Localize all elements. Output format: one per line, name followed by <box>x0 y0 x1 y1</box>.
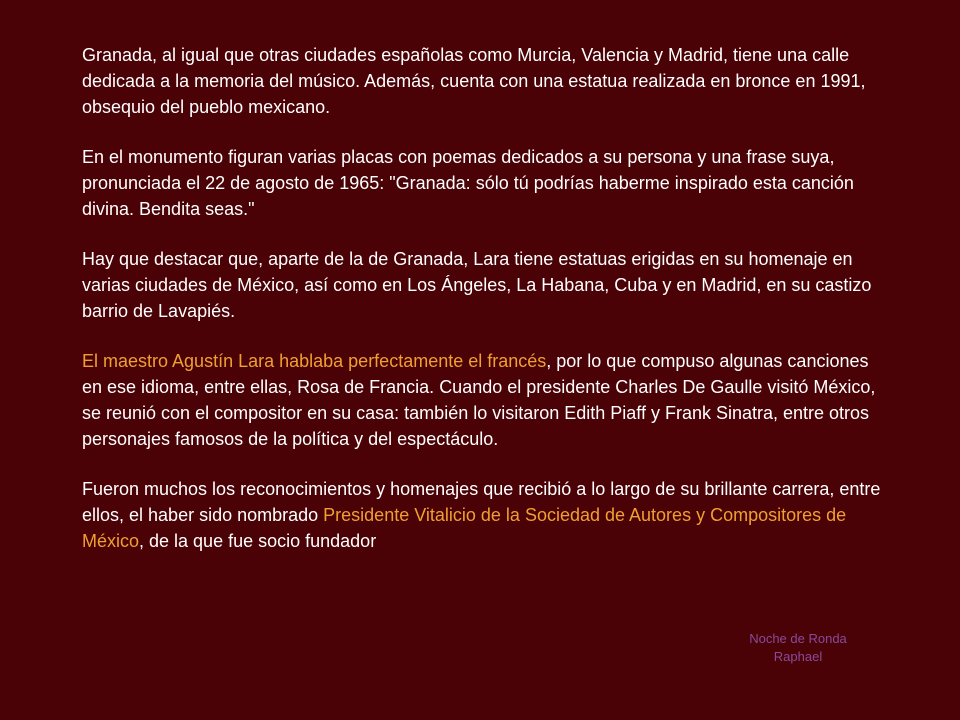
highlight-link-president[interactable]: Presidente Vitalicio de la Sociedad de Autores y Compositores de México <box>82 505 847 551</box>
paragraph-text: Hay que destacar que, aparte de la de Granada, Lara tiene estatuas erigidas en su homenaje en varias ciudades de México, así como en Los Ángeles, La Habana, Cuba y en Madrid, en su castizo barrio de Lavapiés. <box>82 249 872 321</box>
credit-song: Noche de Ronda <box>749 631 847 646</box>
body-text <box>82 42 882 578</box>
paragraph-recognitions <box>82 476 882 554</box>
paragraph-monument <box>82 144 882 222</box>
paragraph-statues <box>82 246 882 324</box>
paragraph-french <box>82 348 882 452</box>
music-credit <box>730 630 866 666</box>
credit-artist: Raphael <box>773 649 823 664</box>
paragraph-text: Granada, al igual que otras ciudades españolas como Murcia, Valencia y Madrid, tiene una calle dedicada a la memoria del músico. Además, cuenta con una estatua realizada en bronce en 1991, obsequio del pueblo mexicano. <box>82 45 866 117</box>
paragraph-text: Fueron muchos los reconocimientos y homenajes que recibió a lo largo de su brillante carrera, entre ellos, el haber sido nombrado <box>82 479 881 525</box>
paragraph-granada-street <box>82 42 882 120</box>
paragraph-text: , por lo que compuso algunas canciones en ese idioma, entre ellas, Rosa de Francia. Cuando el presidente Charles De Gaulle visitó México, se reunió con el compositor en su casa: también lo visitaron Edith Piaff y Frank Sinatra, entre otros personajes famosos de la política y del espectáculo. <box>82 351 876 449</box>
paragraph-text: En el monumento figuran varias placas con poemas dedicados a su persona y una frase suya, pronunciada el 22 de agosto de 1965: "Granada: sólo tú podrías haberme inspirado esta canción divina. Bendita seas." <box>82 147 854 219</box>
paragraph-text-after: , de la que fue socio fundador <box>139 531 377 551</box>
highlight-link-french[interactable]: El maestro Agustín Lara hablaba perfectamente el francés <box>82 351 547 371</box>
